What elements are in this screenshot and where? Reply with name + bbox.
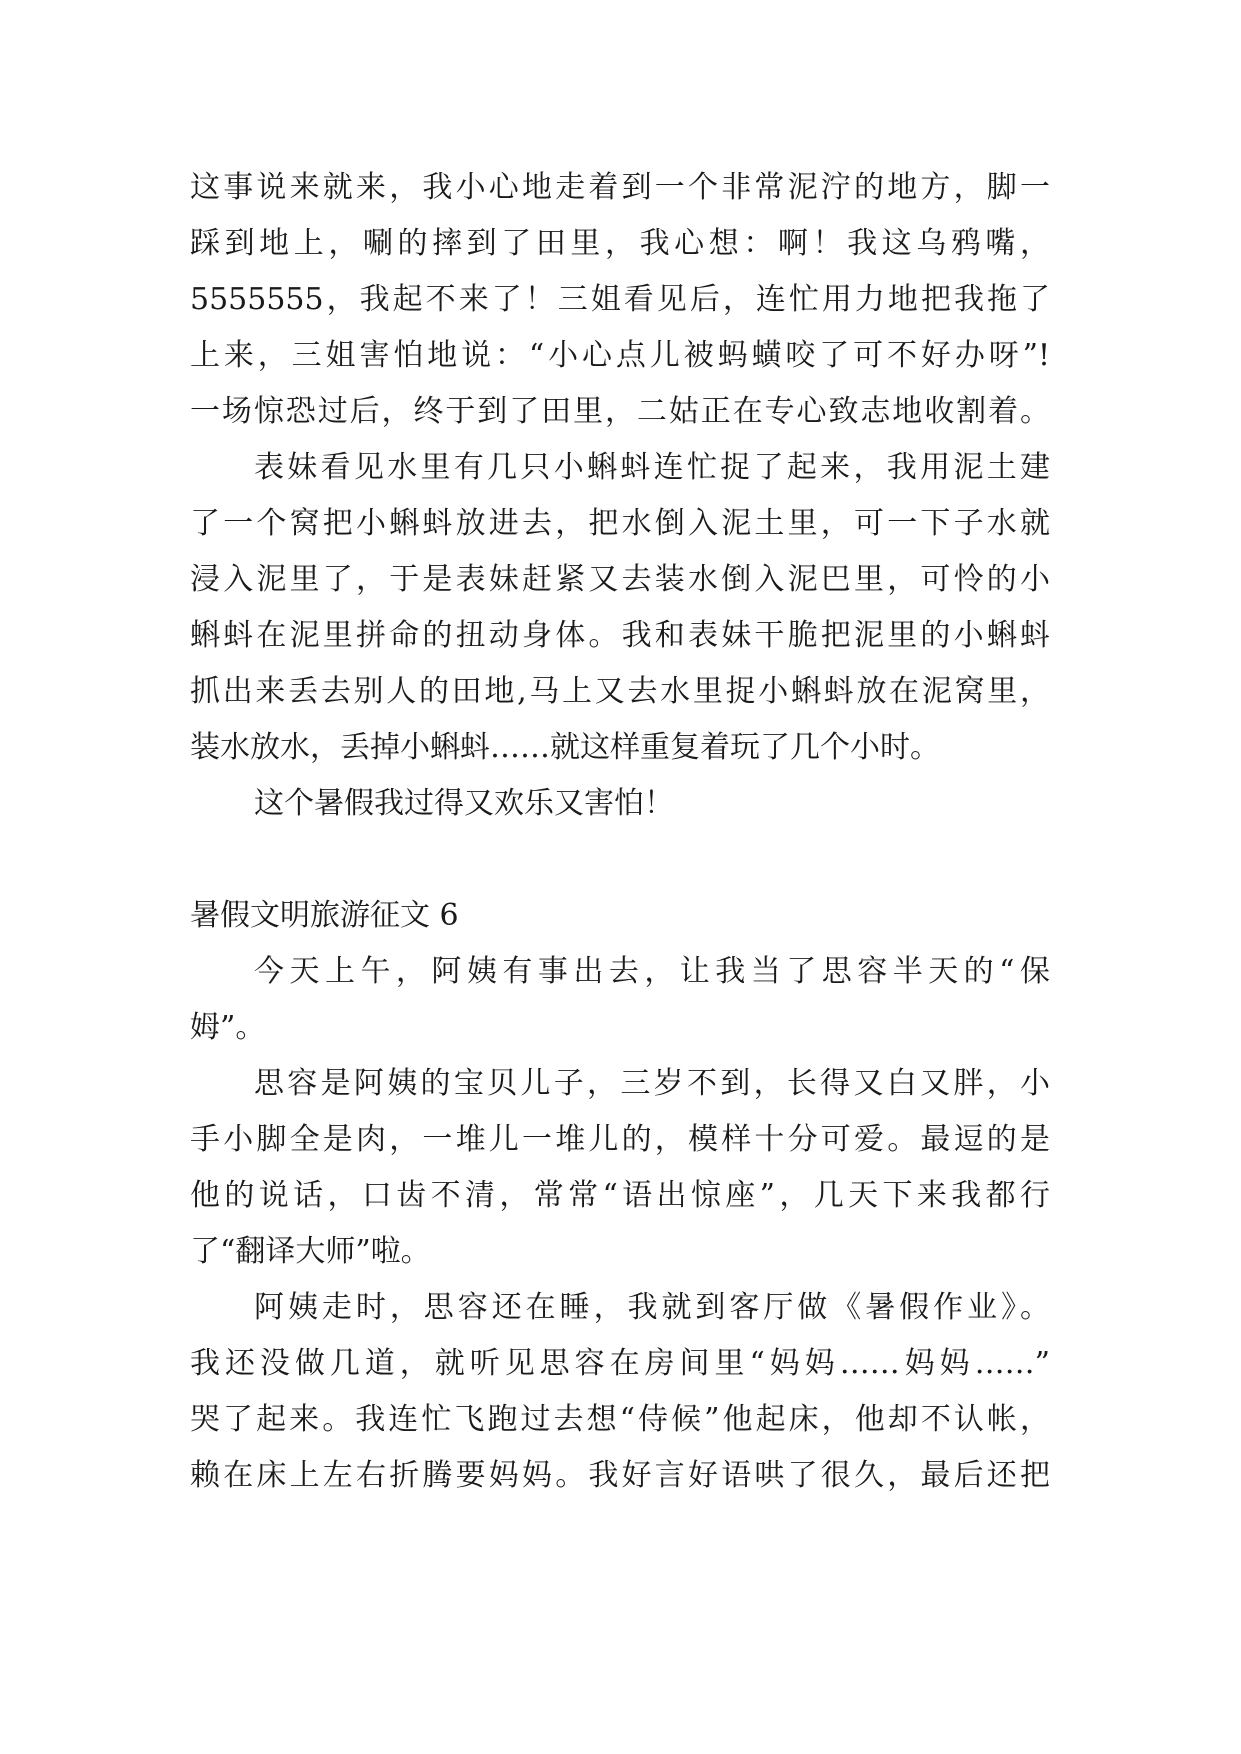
document-page	[190, 160, 1050, 1504]
text-line: 装水放水，丢掉小蝌蚪……就这样重复着玩了几个小时。	[190, 730, 940, 765]
text-line: 哭了起来。我连忙飞跑过去想“侍候”他起床，他却不认帐，	[190, 1402, 1050, 1437]
text-line: 蝌蚪在泥里拼命的扭动身体。我和表妹干脆把泥里的小蝌蚪	[190, 618, 1050, 653]
section-title: 暑假文明旅游征文 6	[190, 898, 459, 933]
text-line: 抓出来丢去别人的田地,马上又去水里捉小蝌蚪放在泥窝里，	[190, 674, 1050, 709]
text-line: 今天上午，阿姨有事出去，让我当了思容半天的“保	[254, 954, 1050, 989]
text-line: 思容是阿姨的宝贝儿子，三岁不到，长得又白又胖，小	[254, 1066, 1050, 1101]
paragraph	[190, 1056, 1050, 1280]
paragraph	[190, 944, 1050, 1056]
text-line: 姆”。	[190, 1010, 266, 1045]
paragraph	[190, 1280, 1050, 1504]
text-line: 我还没做几道，就听见思容在房间里“妈妈……妈妈……”	[190, 1346, 1050, 1381]
text-line: 表妹看见水里有几只小蝌蚪连忙捉了起来，我用泥土建	[254, 450, 1050, 485]
text-line: 他的说话，口齿不清，常常“语出惊座”，几天下来我都行	[190, 1178, 1050, 1213]
text-line: 这个暑假我过得又欢乐又害怕！	[254, 786, 674, 821]
text-line: 一场惊恐过后，终于到了田里，二姑正在专心致志地收割着。	[190, 394, 1050, 429]
blank-line	[190, 832, 1050, 888]
paragraph	[190, 160, 1050, 440]
paragraph	[190, 776, 1050, 832]
text-line: 浸入泥里了，于是表妹赶紧又去装水倒入泥巴里，可怜的小	[190, 562, 1050, 597]
text-line: 手小脚全是肉，一堆儿一堆儿的，模样十分可爱。最逗的是	[190, 1122, 1050, 1157]
text-line: 5555555，我起不来了！三姐看见后，连忙用力地把我拖了	[190, 282, 1050, 317]
text-line: 上来，三姐害怕地说：“小心点儿被蚂蟥咬了可不好办呀”!	[190, 338, 1050, 373]
text-line: 了一个窝把小蝌蚪放进去，把水倒入泥土里，可一下子水就	[190, 506, 1050, 541]
text-line: 赖在床上左右折腾要妈妈。我好言好语哄了很久，最后还把	[190, 1458, 1050, 1493]
paragraph	[190, 440, 1050, 776]
text-line: 了“翻译大师”啦。	[190, 1234, 431, 1269]
text-line: 阿姨走时，思容还在睡，我就到客厅做《暑假作业》。	[254, 1290, 1050, 1325]
text-line: 踩到地上，唰的摔到了田里，我心想：啊！我这乌鸦嘴，	[190, 226, 1050, 261]
text-line: 这事说来就来，我小心地走着到一个非常泥泞的地方，脚一	[190, 170, 1050, 205]
